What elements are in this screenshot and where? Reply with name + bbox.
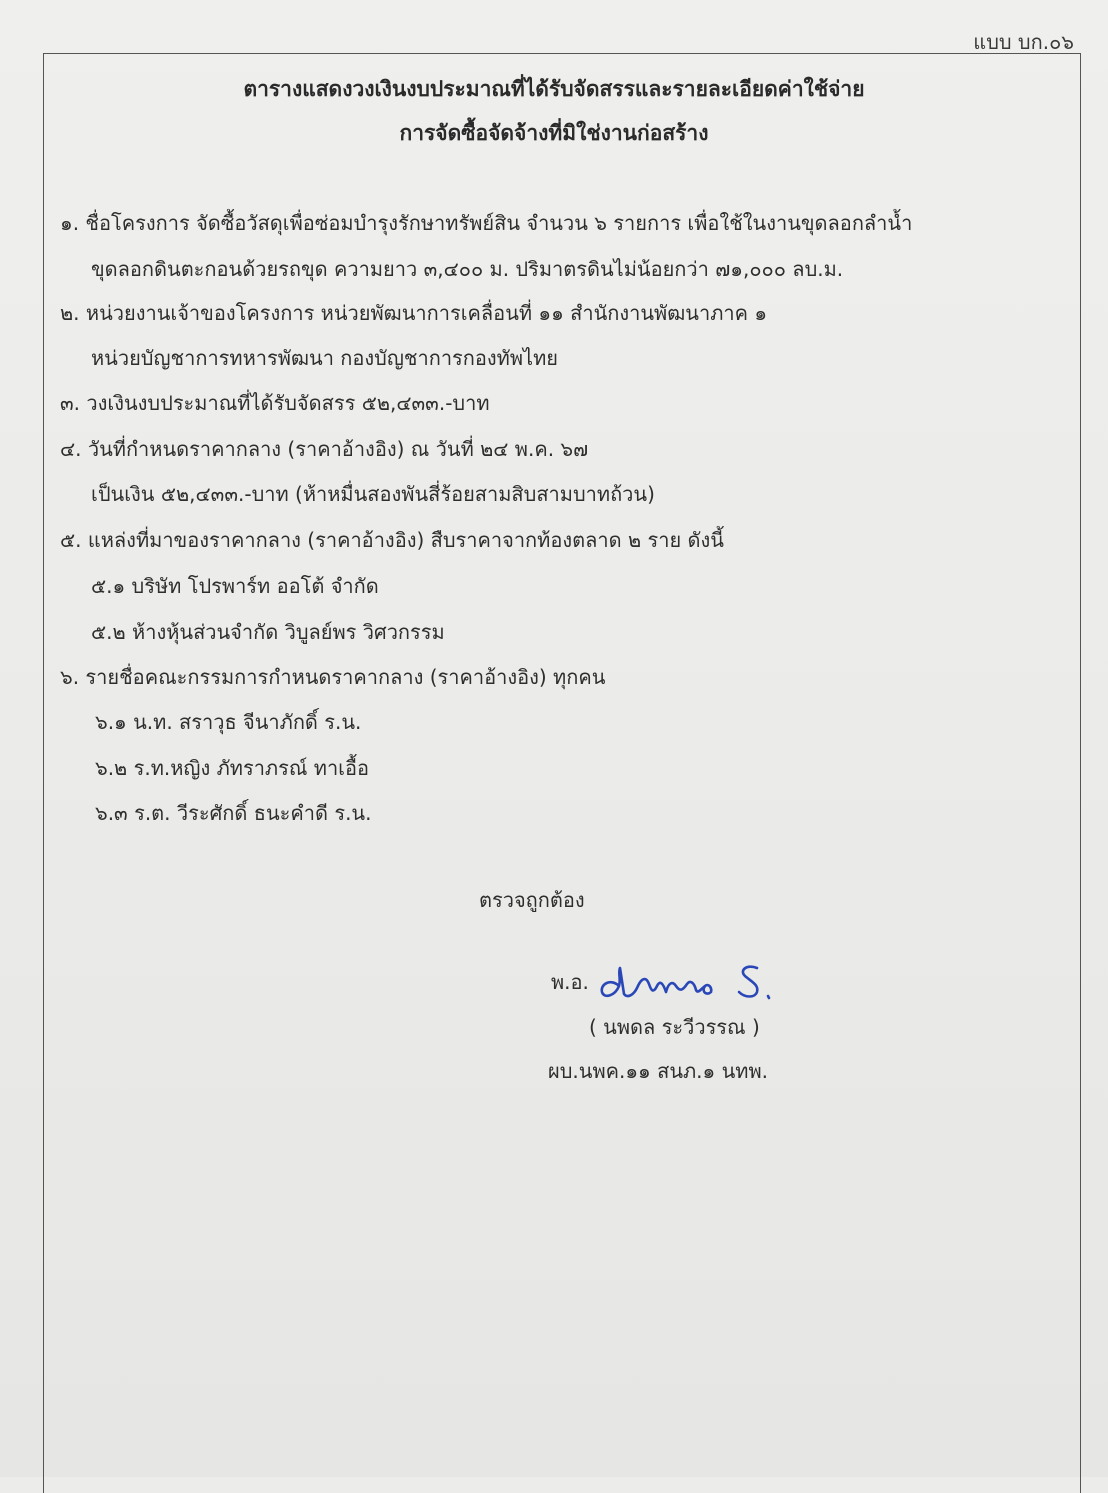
verified-label: ตรวจถูกต้อง (479, 888, 585, 912)
item-3-budget: ๓. วงเงินงบประมาณที่ได้รับจัดสรร ๕๒,๔๓๓.-บาท (60, 391, 490, 415)
document-title-line1: ตารางแสดงวงเงินงบประมาณที่ได้รับจัดสรรและรายละเอียดค่าใช้จ่าย (243, 77, 865, 101)
form-code: แบบ บก.๐๖ (973, 30, 1074, 54)
signer-name: ( นพดล ระวีวรรณ ) (589, 1015, 760, 1039)
item-5-1-vendor: ๕.๑ บริษัท โปรพาร์ท ออโต้ จำกัด (91, 574, 379, 598)
item-5-2-vendor: ๕.๒ ห้างหุ้นส่วนจำกัด วิบูลย์พร วิศวกรรม (91, 620, 445, 644)
item-1-project-detail: ขุดลอกดินตะกอนด้วยรถขุด ความยาว ๓,๔๐๐ ม. ปริมาตรดินไม่น้อยกว่า ๗๑,๐๐๐ ลบ.ม. (91, 257, 844, 281)
handwritten-signature (597, 956, 787, 1008)
item-6-2-member: ๖.๒ ร.ท.หญิง ภัทราภรณ์ ทาเอื้อ (95, 756, 370, 780)
document-title-line2: การจัดซื้อจัดจ้างที่มิใช่งานก่อสร้าง (399, 121, 709, 145)
item-6-1-member: ๖.๑ น.ท. สราวุธ จีนาภักดิ์ ร.น. (95, 710, 362, 734)
item-5-price-source: ๕. แหล่งที่มาของราคากลาง (ราคาอ้างอิง) สืบราคาจากท้องตลาด ๒ ราย ดังนี้ (60, 528, 724, 552)
signer-position: ผบ.นพค.๑๑ สนภ.๑ นทพ. (548, 1059, 768, 1083)
item-4-reference-date: ๔. วันที่กำหนดราคากลาง (ราคาอ้างอิง) ณ วันที่ ๒๔ พ.ค. ๖๗ (60, 437, 589, 461)
item-6-3-member: ๖.๓ ร.ต. วีระศักดิ์ ธนะคำดี ร.น. (95, 801, 372, 825)
item-2-owner-command: หน่วยบัญชาการทหารพัฒนา กองบัญชาการกองทัพไทย (91, 346, 559, 370)
item-4-amount: เป็นเงิน ๕๒,๔๓๓.-บาท (ห้าหมื่นสองพันสี่ร้อยสามสิบสามบาทถ้วน) (91, 482, 655, 506)
item-1-project-name: ๑. ชื่อโครงการ จัดซื้อวัสดุเพื่อซ่อมบำรุงรักษาทรัพย์สิน จำนวน ๖ รายการ เพื่อใช้ในงานขุดลอกลำน้ำ (60, 211, 913, 235)
item-6-committee: ๖. รายชื่อคณะกรรมการกำหนดราคากลาง (ราคาอ้างอิง) ทุกคน (60, 665, 606, 689)
signer-rank: พ.อ. (551, 970, 589, 994)
item-2-owner-unit: ๒. หน่วยงานเจ้าของโครงการ หน่วยพัฒนาการเคลื่อนที่ ๑๑ สำนักงานพัฒนาภาค ๑ (60, 301, 768, 325)
